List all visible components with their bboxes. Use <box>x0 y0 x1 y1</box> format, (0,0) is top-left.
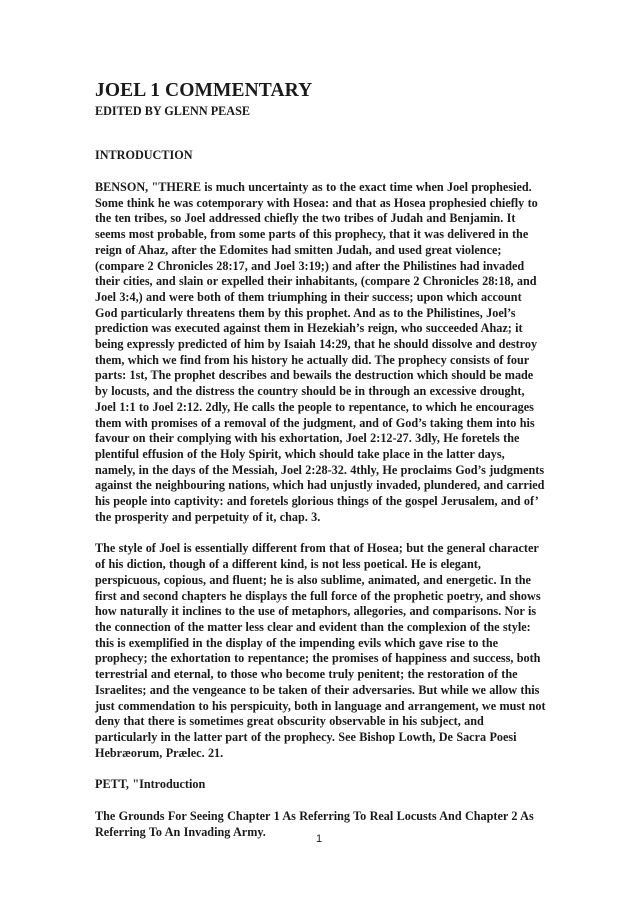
page-number: 1 <box>315 833 323 845</box>
paragraph-pett-heading: PETT, "Introduction <box>95 777 206 792</box>
paragraph-benson: BENSON, "THERE is much uncertainty as to the exact time when Joel prophesied. Some think he was cotemporary with Hosea: and that as Hosea prophesied chiefly to the ten tribes, so Joel addressed chiefly the two tribes of Judah and Benjamin. It seems most probable, from some parts of this prophecy, that it was delivered in the reign of Ahaz, after the Edomites had smitten Judah, and used great violence; (compare 2 Chronicles 28:17, and Joel 3:19;) and after the Philistines had invaded their cities, and slain or expelled their inhabitants, (compare 2 Chronicles 28:18, and Joel 3:4,) and were both of them triumphing in their success; upon which account God particularly threatens them by this prophet. And as to the Philistines, Joel’s prediction was executed against them in Hezekiah’s reign, who succeeded Ahaz; it being expressly predicted of him by Isaiah 14:29, that he should dissolve and destroy them, which we find from his history he actually did. The prophecy consists of four parts: 1st, The prophet describes and bewails the destruction which should be made by locusts, and the distress the country should be in through an excessive drought, Joel 1:1 to Joel 2:12. 2dly, He calls the people to repentance, to which he encourages them with promises of a removal of the judgment, and of God’s taking them into his favour on their complying with his exhortation, Joel 2:12-27. 3dly, He foretels the plentiful effusion of the Holy Spirit, which should take place in the latter days, namely, in the days of the Messiah, Joel 2:28-32. 4thly, He proclaims God’s judgments against the neighbouring nations, which had unjustly invaded, plundered, and carried his people into captivity: and foretels glorious things of the gospel Jerusalem, and of’ the prosperity and perpetuity of it, chap. 3. <box>95 180 545 524</box>
section-heading: INTRODUCTION <box>95 148 193 162</box>
document-body <box>95 79 547 856</box>
paragraph-grounds: The Grounds For Seeing Chapter 1 As Referring To Real Locusts And Chapter 2 As Referring To An Invading Army. <box>95 809 534 839</box>
editor-line: EDITED BY GLENN PEASE <box>95 104 250 118</box>
paragraph-style-of-joel: The style of Joel is essentially different from that of Hosea; but the general character of his diction, though of a different kind, is not less poetical. He is elegant, perspicuous, copious, and fluent; he is also sublime, animated, and energetic. In the first and second chapters he displays the full force of the prophetic poetry, and shows how naturally it inclines to the use of metaphors, allegories, and comparisons. Nor is the connection of the matter less clear and evident than the complexion of the style: this is exemplified in the display of the impending evils which gave rise to the prophecy; the exhortation to repentance; the promises of happiness and success, both terrestrial and eternal, to those who become truly penitent; the restoration of the Israelites; and the vengeance to be taken of their adversaries. But while we allow this just commendation to his perspicuity, both in language and arrangement, we must not deny that there is sometimes great obscurity observable in his subject, and particularly in the latter part of the prophecy. See Bishop Lowth, De Sacra Poesi Hebræorum, Prælec. 21. <box>95 541 546 760</box>
document-title: JOEL 1 COMMENTARY <box>95 80 313 101</box>
